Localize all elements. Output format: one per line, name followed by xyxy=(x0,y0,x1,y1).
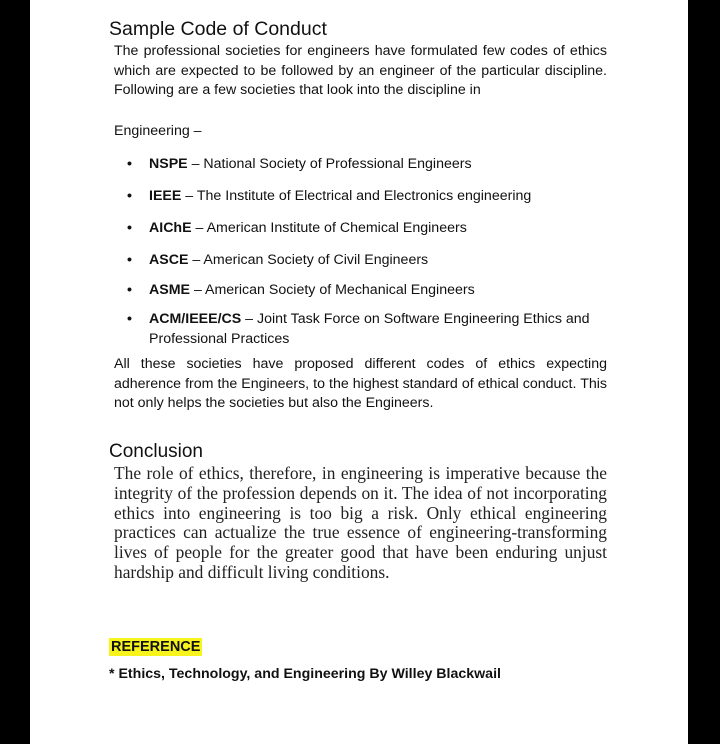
reference-heading: REFERENCE xyxy=(111,639,201,655)
intro-paragraph: The professional societies for engineers have formulated few codes of ethics which are expected to be followed by an engineer of the particular discipline. Following are a few societies that look into the discipline in xyxy=(114,43,607,99)
society-abbr: ASME xyxy=(149,282,190,298)
society-abbr: AIChE xyxy=(149,220,192,236)
section-heading-conclusion: Conclusion xyxy=(109,441,203,462)
conclusion-paragraph: The role of ethics, therefore, in engineering is imperative because the integrity of the profession depends on it. The idea of not incorporating ethics into engineering is too big a risk. Only ethical engineering practices can actualize the true essence of engineering-transforming lives of people for the greater good that have been enduring unjust hardship and difficult living conditions. xyxy=(114,463,607,582)
section-heading-code-of-conduct: Sample Code of Conduct xyxy=(109,18,327,40)
separator: – xyxy=(190,282,205,298)
bullet-icon: • xyxy=(127,282,132,298)
society-abbr: NSPE xyxy=(149,156,188,172)
society-name: Joint Task Force on Software Engineering Ethics and Professional Practices xyxy=(149,311,590,347)
bullet-icon: • xyxy=(127,220,132,236)
document-page xyxy=(30,0,688,744)
society-name: American Society of Civil Engineers xyxy=(203,252,429,268)
separator: – xyxy=(191,220,207,236)
separator: – xyxy=(188,252,204,268)
bullet-icon: • xyxy=(127,188,132,204)
society-name: American Institute of Chemical Engineers xyxy=(206,220,467,236)
bullet-icon: • xyxy=(127,156,132,172)
engineering-label: Engineering – xyxy=(114,123,202,139)
bullet-icon: • xyxy=(127,252,132,268)
reference-entry: * Ethics, Technology, and Engineering By Willey Blackwail xyxy=(109,666,501,682)
separator: – xyxy=(241,311,258,327)
separator: – xyxy=(187,156,204,172)
society-abbr: IEEE xyxy=(149,188,182,204)
bullet-icon: • xyxy=(127,311,132,327)
separator: – xyxy=(181,188,197,204)
society-name: The Institute of Electrical and Electronics engineering xyxy=(196,188,532,204)
society-name: National Society of Professional Engineers xyxy=(203,156,472,172)
society-name: American Society of Mechanical Engineers xyxy=(205,282,475,298)
closing-paragraph: All these societies have proposed different codes of ethics expecting adherence from the Engineers, to the highest standard of ethical conduct. This not only helps the societies but also the Engineers. xyxy=(114,356,607,412)
society-abbr: ACM/IEEE/CS xyxy=(149,311,242,327)
society-abbr: ASCE xyxy=(149,252,189,268)
